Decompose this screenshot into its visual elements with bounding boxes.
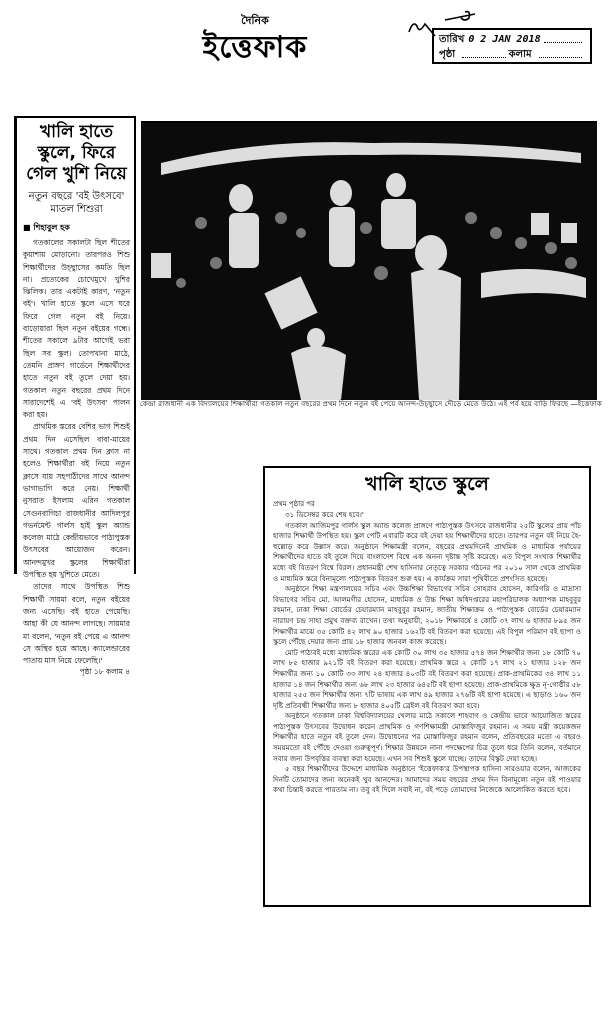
clipping-date-stamp bbox=[432, 28, 592, 64]
newspaper-name: ইত্তেফাক bbox=[202, 30, 308, 65]
continued-on-page: পৃষ্ঠা ১৮ কলাম ৪ bbox=[79, 667, 130, 677]
paragraph: প্রাথমিক স্তরের বেশির ভাগ শিশুই প্রথম দিন এসেছিল বাবা-মায়ের সাথে। গতকাল প্রথম দিন ক্লাস না হলেও শিক্ষার্থীরা বই নিয়ে নতুন ক্লাসে যায় সহপাঠীদের সাথে আনন্দ ভাগাভাগি করে নেয়। শিক্ষার্থী নুসরাত ইসলাম এরিন গতকাল সেগুনবাগিচা রাজধানীর আদিলপুর গভর্নমেন্ট গার্লস হাই স্কুল অ্যান্ড কলেজ মাঠে কেন্দ্রীয়ভাবে পাঠ্যপুস্তক উৎসবের আয়োজন করেন। আনন্দমুখর স্কুলের শিক্ষার্থীরা উপস্থিত হয় খুশিতে মেতে। bbox=[23, 422, 130, 580]
left-article bbox=[14, 116, 136, 677]
paragraph: ৩১ ডিসেম্বর করে শেষ হবে।' bbox=[285, 510, 364, 519]
stamp-dotted-line bbox=[462, 47, 505, 58]
paragraph: মোট পাঠ্যবই মধ্যে মাধ্যমিক স্তরের এক কোটি ৩০ লাখ ৩৫ হাজার ৫৭৪ জন শিক্ষার্থীর জন্য ১৮ কোটি ৭০ লাখ ৮৫ হাজার ৯২১টি বই বিতরণ করা হয়েছে। প্রাথমিক স্তরে ২ কোটি ১৭ লাখ ২১ হাজার ১২৮ জন শিক্ষার্থীর জন্য ১০ কোটি ৩৩ লাখ ২৪ হাজার ৪০৩টি বই বিতরণ করা হয়েছে। প্রাক-প্রাথমিকের ৩৪ লাখ ১১ হাজার ১৪ জন শিক্ষার্থীর জন্য ৬৮ লাখ ২৩ হাজার ৬৪৫টি বই ছাপা হয়েছে। প্রাক-প্রাথমিকে ক্ষুদ্র নৃ-গোষ্ঠীর ৫৮ হাজার ২৫৫ জন শিক্ষার্থীর জন্য ৭টি ভাষায় এক লাখ ৪৯ হাজার ২৭৬টি বই ছাপা হয়েছে। এ ছাড়াও ১৬০ জন দৃষ্টি প্রতিবন্ধী শিক্ষার্থীর জন্য ৮ হাজার ৪০৫টি ব্রেইল বই বিতরণ করা হবে। bbox=[273, 647, 581, 710]
page-label: পৃষ্ঠা bbox=[439, 49, 456, 60]
paragraph: গতকাল আজিমপুর গার্লস স্কুল অ্যান্ড কলেজ প্রাঙ্গণে পাঠ্যপুস্তক উৎসবে রাজধানীর ২৫টি স্কুলের প্রায় পাঁচ হাজার শিক্ষার্থী উপস্থিত হয়। স্কুল পেটি এবারটি করে বই দেয়া হয় শিক্ষার্থীদের হাতে। তারপর নতুন বই নিয়ে হৈ-হুল্লোড় করে উল্লাস করে। অনুষ্ঠানে শিক্ষামন্ত্রী বলেন, বছরের প্রথমদিনেই প্রাথমিক ও মাধ্যমিক পর্যায়ের শিক্ষার্থীদের হাতে বই তুলে দিয়ে বাংলাদেশ বিশ্বে এক অনন্য দৃষ্টান্ত সৃষ্টি করেছে। এত বিপুল সংখ্যক শিক্ষার্থীর মধ্যে বই বিতরণ বিশ্বে বিরল। প্রধানমন্ত্রী শেখ হাসিনার নেতৃত্বে সরকার গঠনের পর ২০১০ সাল থেকে প্রাথমিক ও মাধ্যমিক স্তরে বিনামূল্যে পাঠ্যপুস্তক বিতরণ শুরু হয়। এ কার্যক্রম সারা পৃথিবীতে প্রশংসিত হয়েছে। bbox=[273, 520, 581, 583]
news-photo bbox=[141, 121, 597, 400]
stamp-dotted-line bbox=[544, 32, 582, 43]
newspaper-masthead bbox=[175, 12, 335, 65]
paragraph: অনুষ্ঠানে শিক্ষা মন্ত্রণালয়ের সচিব এবং উচ্চশিক্ষা বিভাগের সচিব সোহরাব হোসেন, কারিগরি ও মাদ্রাসা বিভাগের সচিব মো. আলমগীর হোসেন, মাধ্যমিক ও উচ্চ শিক্ষা অধিদপ্তরের মহাপরিচালক অধ্যাপক মাহবুবুর রহমান, ঢাকা শিক্ষা বোর্ডের চেয়ারম্যান মাহবুবুর রহমান, জাতীয় শিক্ষাক্রম ও পাঠ্যপুস্তক বোর্ডের চেয়ারম্যান নারায়ণ চন্দ্র সাহা প্রমুখ বক্তব্য রাখেন। তথ্য অনুযায়ী, ২০১৮ শিক্ষাবর্ষে ৪ কোটি ৩৭ লাখ ৬ হাজার ৮৯৫ জন শিক্ষার্থীর মাঝে ৩৫ কোটি ৪২ লাখ ৯০ হাজার ১৬২টি বই বিতরণ করা হয়েছে। এই বিপুল পরিমাণ বই ছাপা ও স্কুলে পৌঁছে দেয়ার জন্য প্রায় ১৮ হাজার জনবল কাজ করেছে। bbox=[273, 584, 581, 647]
masthead-daily-label: দৈনিক bbox=[241, 14, 269, 27]
photo-crowd-image bbox=[141, 123, 597, 400]
left-article-byline: ■ শিহাবুল হক bbox=[23, 222, 130, 235]
left-article-headline: খালি হাতে স্কুলে, ফিরে গেল খুশি নিয়ে bbox=[26, 122, 127, 184]
left-article-subheadline: নতুন বছরে 'বই উৎসবে' মাতল শিশুরা bbox=[28, 191, 125, 215]
stamp-dotted-line bbox=[539, 47, 582, 58]
paragraph: গতকালের সকালটা ছিল শীতের কুয়াশায় মোড়ানো। তারপরও শিশু শিক্ষার্থীদের উচ্ছ্বাসের কমতি ছিল না। প্রত্যেকের চোখেমুখে খুশির ঝিলিক। তার একটাই কারণ, 'নতুন বই'। খালি হাতে স্কুলে এসে ঘরে ফিরে গেল নতুন বই নিয়ে। বাড়োয়ারা ছিল নতুন বইয়ের গন্ধে। শীতের সকালে ৯টার আগেই ভরা ছিল সব স্কুল। তোপখানা মাঠে, তেমনি প্রাঙ্গণ গার্ডেনে শিক্ষার্থীদের হাতে নতুন বই তুলে দেয়া হয়। গতকাল নতুন বছরের প্রথম দিনে সারাদেশেই এ 'বই উৎসব' পালন করা হয়। bbox=[23, 238, 130, 420]
right-article-body bbox=[273, 510, 581, 796]
paragraph: অনুষ্ঠানে গতকাল ঢাকা বিশ্ববিদ্যালয়ের খেলার মাঠে সকালে শাহবাগ ও কেন্দ্রীয় ভাবে আয়োজিত স্তরের পাঠ্যপুস্তক উৎসবের উদ্বোধন করেন প্রাথমিক ও গণশিক্ষামন্ত্রী মোস্তাফিজুর রহমান। এ সময় মন্ত্রী কয়েকজন শিক্ষার্থীর হাতে নতুন বই তুলে দেন। উদ্বোধনের পর মোস্তাফিজুর রহমান বলেন, প্রতিবছরের মতো এ বছরও সময়মতো বই পৌঁছে দেওয়া গুরুত্বপূর্ণ। শিক্ষার উন্নয়নে নানা পদক্ষেপের চিত্র তুলে ধরে তিনি বলেন, বর্তমানে সবার জন্য উপবৃত্তির ব্যবস্থা করা হয়েছে। এখন সব শিশুই স্কুলে যাচ্ছে। তাদের বিস্কুট দেয়া হচ্ছে। bbox=[273, 711, 581, 763]
left-article-body bbox=[23, 237, 130, 667]
date-value: 0 2 JAN 2018 bbox=[468, 34, 541, 45]
right-article bbox=[263, 466, 591, 907]
paragraph: তাদের সাথে উপস্থিত শিশু শিক্ষার্থী সায়মা বলে, নতুন বইয়ের জন্য এসেছি। বই হাতে পেয়েছি। আহা কী যে আনন্দ লাগছে। সায়মার মা বলেন, 'নতুন বই পেয়ে এ আনন্দ সে অস্থির হয়ে আছে। ক্যালেন্ডারের পাতায় মাস নিয়ে ফেলেছি।' bbox=[23, 582, 130, 666]
photo-caption: কেন্দ্রা রাজধানী এক বিদ্যালয়ের শিক্ষার্থীরা গতকাল নতুন বছরের প্রথম দিনে নতুন বই পেয়ে আনন্দ-উচ্ছ্বাসে দৌড়ে মেতে উঠে। এই পর্ব হয়ে বাড়ি ফিরছে —ইত্তেফাক bbox=[140, 399, 602, 408]
right-article-kicker: প্রথম পৃষ্ঠার পর bbox=[273, 500, 315, 508]
date-label: তারিখ bbox=[439, 34, 465, 45]
column-label: কলাম bbox=[508, 49, 532, 60]
paragraph: ৫ বছর শিক্ষার্থীদের উদ্দেশে মাধ্যমিক অনুষ্ঠানে 'ইত্তেফাক'র উপস্থাপক হাসিনা সারওয়ার বলেন, আজকের দিনটি তোমাদের জন্য অনেকই খুব আনন্দের। আমাদের সময় বছরের প্রথম দিন বিনামূল্যে নতুন বই পাওয়ার কথা চিন্তাই করতে পারতাম না। তবু বই দিলে সবাই না, বই পড়ে তোমাদের নিজেকে আলোকিত করতে হবে। bbox=[273, 764, 581, 795]
right-article-headline: খালি হাতে স্কুলে bbox=[365, 473, 489, 495]
